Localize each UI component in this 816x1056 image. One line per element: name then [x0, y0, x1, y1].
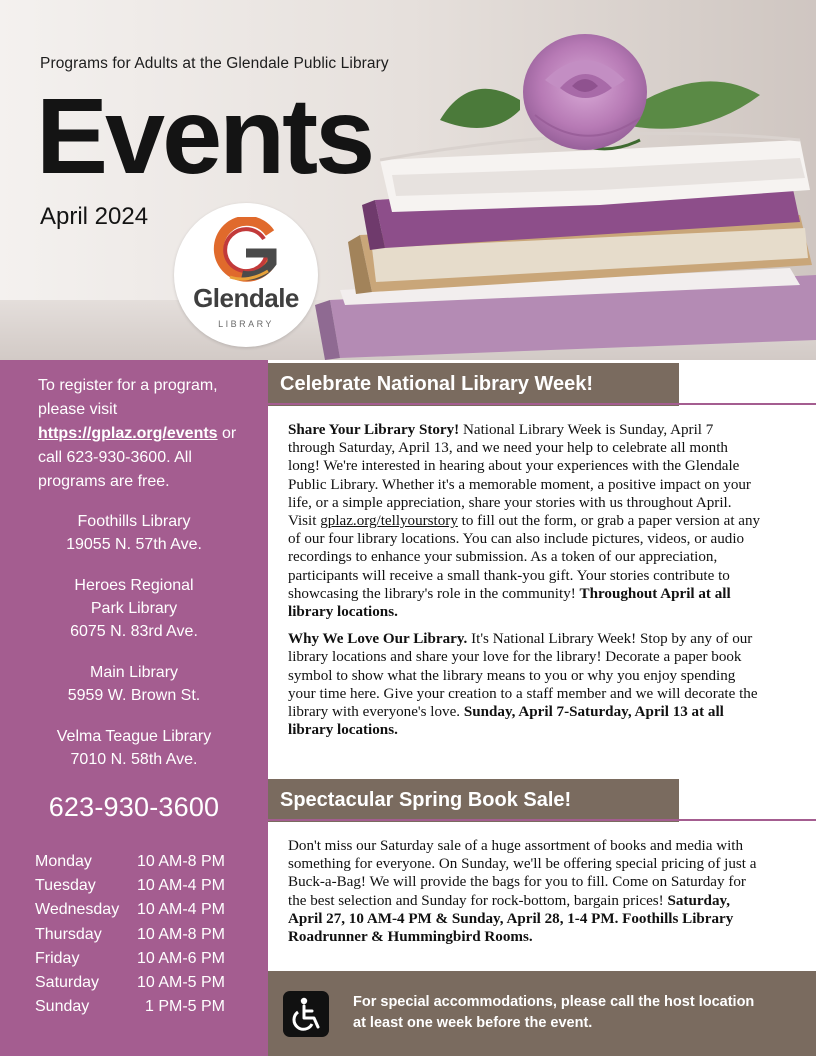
register-tail: or call 623-930-3600. All programs are free. [38, 425, 237, 490]
event-description: Don't miss our Saturday sale of a huge assortment of books and media with something for everyone. On Sunday, we'll be offering special pricing of just a Buck-a-Bag! We will provide the bags for you to fill. Come on Saturday for the best selection and Sunday for rock-bottom, bargain prices! [288, 838, 757, 909]
tellyourstory-link[interactable]: gplaz.org/tellyourstory [320, 513, 458, 530]
hours-time: 10 AM-4 PM [136, 877, 225, 895]
glendale-library-logo[interactable] [174, 203, 318, 347]
library-week-body [288, 421, 763, 748]
register-lead: To register for a program, please visit [38, 377, 218, 418]
event-when: Throughout April at all library locations. [288, 585, 731, 621]
hours-row [35, 874, 235, 898]
hours-day: Thursday [35, 925, 102, 943]
event-description: National Library Week is Sunday, April 7 through Saturday, April 13, and we need your help to celebrate all month long! We're interested in hearing about your experiences with the Glendale Public Library. Whether it's a memorable moment, a positive impact on your life, or a simple appreciation, share your stories with us throughout April. Visit [288, 422, 751, 530]
branch-heroes-regional [0, 574, 268, 643]
event-why-we-love [288, 630, 763, 739]
wheelchair-icon [283, 991, 329, 1037]
hours-table [35, 850, 235, 1019]
accommodations-note: For special accommodations, please call the host location at least one week before the event. [353, 994, 755, 1031]
hours-row [35, 995, 235, 1019]
hours-time: 10 AM-4 PM [136, 901, 225, 919]
branch-address: 19055 N. 57th Ave. [66, 536, 202, 553]
hours-time: 1 PM-5 PM [144, 998, 225, 1016]
branch-address: 6075 N. 83rd Ave. [70, 623, 198, 640]
page-title: Events [36, 75, 373, 196]
phone-number[interactable]: 623-930-3600 [48, 792, 220, 822]
logo-wordmark: Glendale [193, 283, 299, 313]
event-description: It's National Library Week! Stop by any of our library locations and share your love for the library! Decorate a paper book symbol to show what the library means to you or why you enjoy spending your time here. Give your creation to a staff member and we will decorate the library with everyone's love. [288, 631, 758, 721]
hours-time: 10 AM-5 PM [136, 974, 225, 992]
branch-name: Velma Teague Library [56, 728, 212, 745]
events-main [268, 360, 816, 1056]
event-share-story [288, 421, 763, 621]
branch-name: Main Library [89, 664, 179, 681]
branch-address: 5959 W. Brown St. [67, 687, 201, 704]
branch-velma-teague [0, 725, 268, 771]
hours-day: Saturday [35, 974, 100, 992]
hours-day: Sunday [35, 998, 90, 1016]
hours-time: 10 AM-8 PM [136, 853, 225, 871]
branch-name-cont: Park Library [90, 600, 178, 617]
section-divider [268, 819, 816, 821]
event-title: Share Your Library Story! [288, 422, 460, 438]
event-description-cont: to fill out the form, or grab a paper version at any of our four library locations. You can also include pictures, videos, or audio recordings to enhance your submission. As a token of our appreciation, participants will receive a small thank-you gift. Your stories contribute to showcasing the library's role in the community! [288, 513, 761, 602]
events-link[interactable]: https://gplaz.org/events [38, 425, 218, 442]
branch-name: Heroes Regional [74, 577, 194, 594]
event-when: Saturday, April 27, 10 AM-4 PM & Sunday, April 28, 1-4 PM. Foothills Library Roadrunner & Hummingbird Rooms. [288, 892, 734, 946]
hours-row [35, 947, 235, 971]
branch-name: Foothills Library [77, 513, 191, 530]
hours-day: Friday [35, 949, 80, 967]
event-title: Why We Love Our Library. [288, 631, 468, 648]
hours-row [35, 850, 235, 874]
accessibility-banner [268, 971, 816, 1056]
info-sidebar [0, 360, 268, 1056]
book-sale-body [288, 837, 763, 955]
event-when: Sunday, April 7-Saturday, April 13 at all library locations. [288, 704, 724, 739]
hours-day: Tuesday [35, 877, 96, 895]
hours-row [35, 923, 235, 947]
hours-time: 10 AM-6 PM [136, 949, 225, 967]
branch-main [0, 661, 268, 707]
hours-day: Monday [35, 853, 92, 871]
section-heading-book-sale: Spectacular Spring Book Sale! [268, 779, 679, 822]
section-divider [268, 403, 816, 405]
branch-list [0, 510, 268, 789]
branch-foothills [0, 510, 268, 556]
event-book-sale [288, 837, 763, 946]
glendale-g-logo-icon [212, 217, 280, 285]
hours-row [35, 971, 235, 995]
register-info [38, 374, 258, 494]
page-subtitle: Programs for Adults at the Glendale Public Library [40, 55, 389, 72]
logo-library-label: LIBRARY [218, 319, 274, 329]
branch-address: 7010 N. 58th Ave. [70, 751, 198, 768]
hours-time: 10 AM-8 PM [136, 925, 225, 943]
issue-date: April 2024 [40, 203, 149, 230]
hero-banner [0, 0, 816, 360]
hours-day: Wednesday [35, 901, 120, 919]
section-heading-library-week: Celebrate National Library Week! [268, 363, 679, 406]
hours-row [35, 898, 235, 922]
